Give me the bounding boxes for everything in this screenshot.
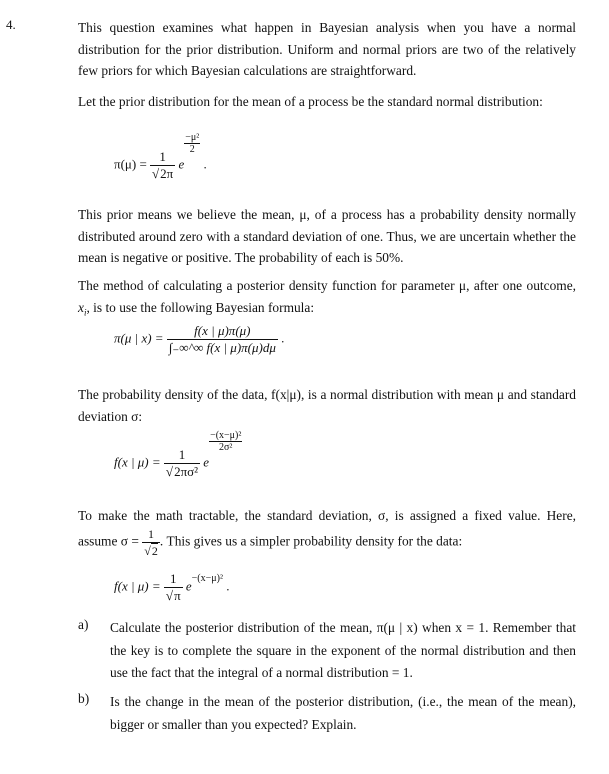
simplified-lhs: f(x | μ) = <box>114 578 161 594</box>
posterior-fraction <box>167 324 278 355</box>
simplified-exponent: −(x−μ)² <box>191 573 223 585</box>
prior-formula: π(μ) = $\frac{1}{√2\pi}$ e $\frac{\text{−μ²}}{2}$ . <box>114 132 207 181</box>
likelihood-formula: f(x | μ) = $\frac{1}{\text{√2πσ²}}$ e $\frac{\text{−(x−μ)²}}{\text{2σ²}}$ <box>114 430 242 479</box>
posterior-denominator: ∫₋∞^∞ f(x | μ)π(μ)dμ <box>168 340 276 355</box>
likelihood-fraction: $\frac{1}{\text{√2πσ²}}$ <box>165 447 199 479</box>
prior-fraction <box>150 150 175 181</box>
simplified-fraction: $\frac{1}{√\pi}$ <box>165 571 181 603</box>
item-a-label: a) <box>78 617 89 632</box>
prior-e: e <box>178 156 185 172</box>
tractable-paragraph: To make the math tractable, the standard deviation, σ, is assigned a fixed value. Here, assume σ = $\frac{1}{√2}$ . This gives us a simpler probability density for the data: <box>78 508 576 558</box>
item-b-label: b) <box>78 691 90 706</box>
prior-denominator: √2π <box>152 166 174 181</box>
posterior-numerator: f(x | μ)π(μ) <box>167 324 278 340</box>
likelihood-lhs: f(x | μ) = <box>114 454 161 470</box>
prior-exponent: $\frac{\text{−μ²}}{2}$ <box>185 132 200 155</box>
likelihood-exponent: $\frac{\text{−(x−μ)²}}{\text{2σ²}}$ <box>210 430 242 453</box>
item-a-text: Calculate the posterior distribution of the mean, π(μ | x) when x = 1. Remember that the key is to complete the square in the exponent of the normal distribution and then use the fact that the integral of a normal distribution = 1. <box>110 620 576 680</box>
simplified-formula: f(x | μ) = $\frac{1}{√\pi}$ $e^{-(x-\mu)^2}$ . <box>114 571 230 603</box>
intro-paragraph: This question examines what happen in Bayesian analysis when you have a normal distribution for the prior distribution. Uniform and normal priors are two of the relatively few priors for which Bayesian calculations are straightforward. <box>78 20 576 78</box>
item-b-text: Is the change in the mean of the posterior distribution, (i.e., the mean of the mean), bigger or smaller than you expected? Explain. <box>110 694 576 732</box>
prior-lhs: π(μ) = <box>114 156 147 172</box>
posterior-lhs: π(μ | x) = <box>114 330 164 346</box>
sigma-fraction: $\frac{1}{√2}$ <box>144 526 158 558</box>
likelihood-paragraph: The probability density of the data, f(x|μ), is a normal distribution with mean μ and standard deviation σ: <box>78 387 576 424</box>
posterior-formula: π(μ | x) = $\frac{f(x | \mu)\pi(\mu)}{\int_-\infty\^{}\infty f(x | \mu)\pi(\mu)d\mu}$ . <box>114 323 285 355</box>
prior-numerator: 1 <box>150 150 175 166</box>
question-number: 4. <box>6 17 16 32</box>
method-paragraph: The method of calculating a posterior density function for parameter μ, after one outcome, $x_i$, is to use the following Bayesian formula: <box>78 278 576 318</box>
meaning-paragraph: This prior means we believe the mean, μ, of a process has a probability density normally distributed around zero with a standard deviation of one. Thus, we are uncertain whether the mean is negative or positive. The probability of each is 50%. <box>78 207 576 265</box>
prior-paragraph: Let the prior distribution for the mean of a process be the standard normal distribution: <box>78 94 543 109</box>
